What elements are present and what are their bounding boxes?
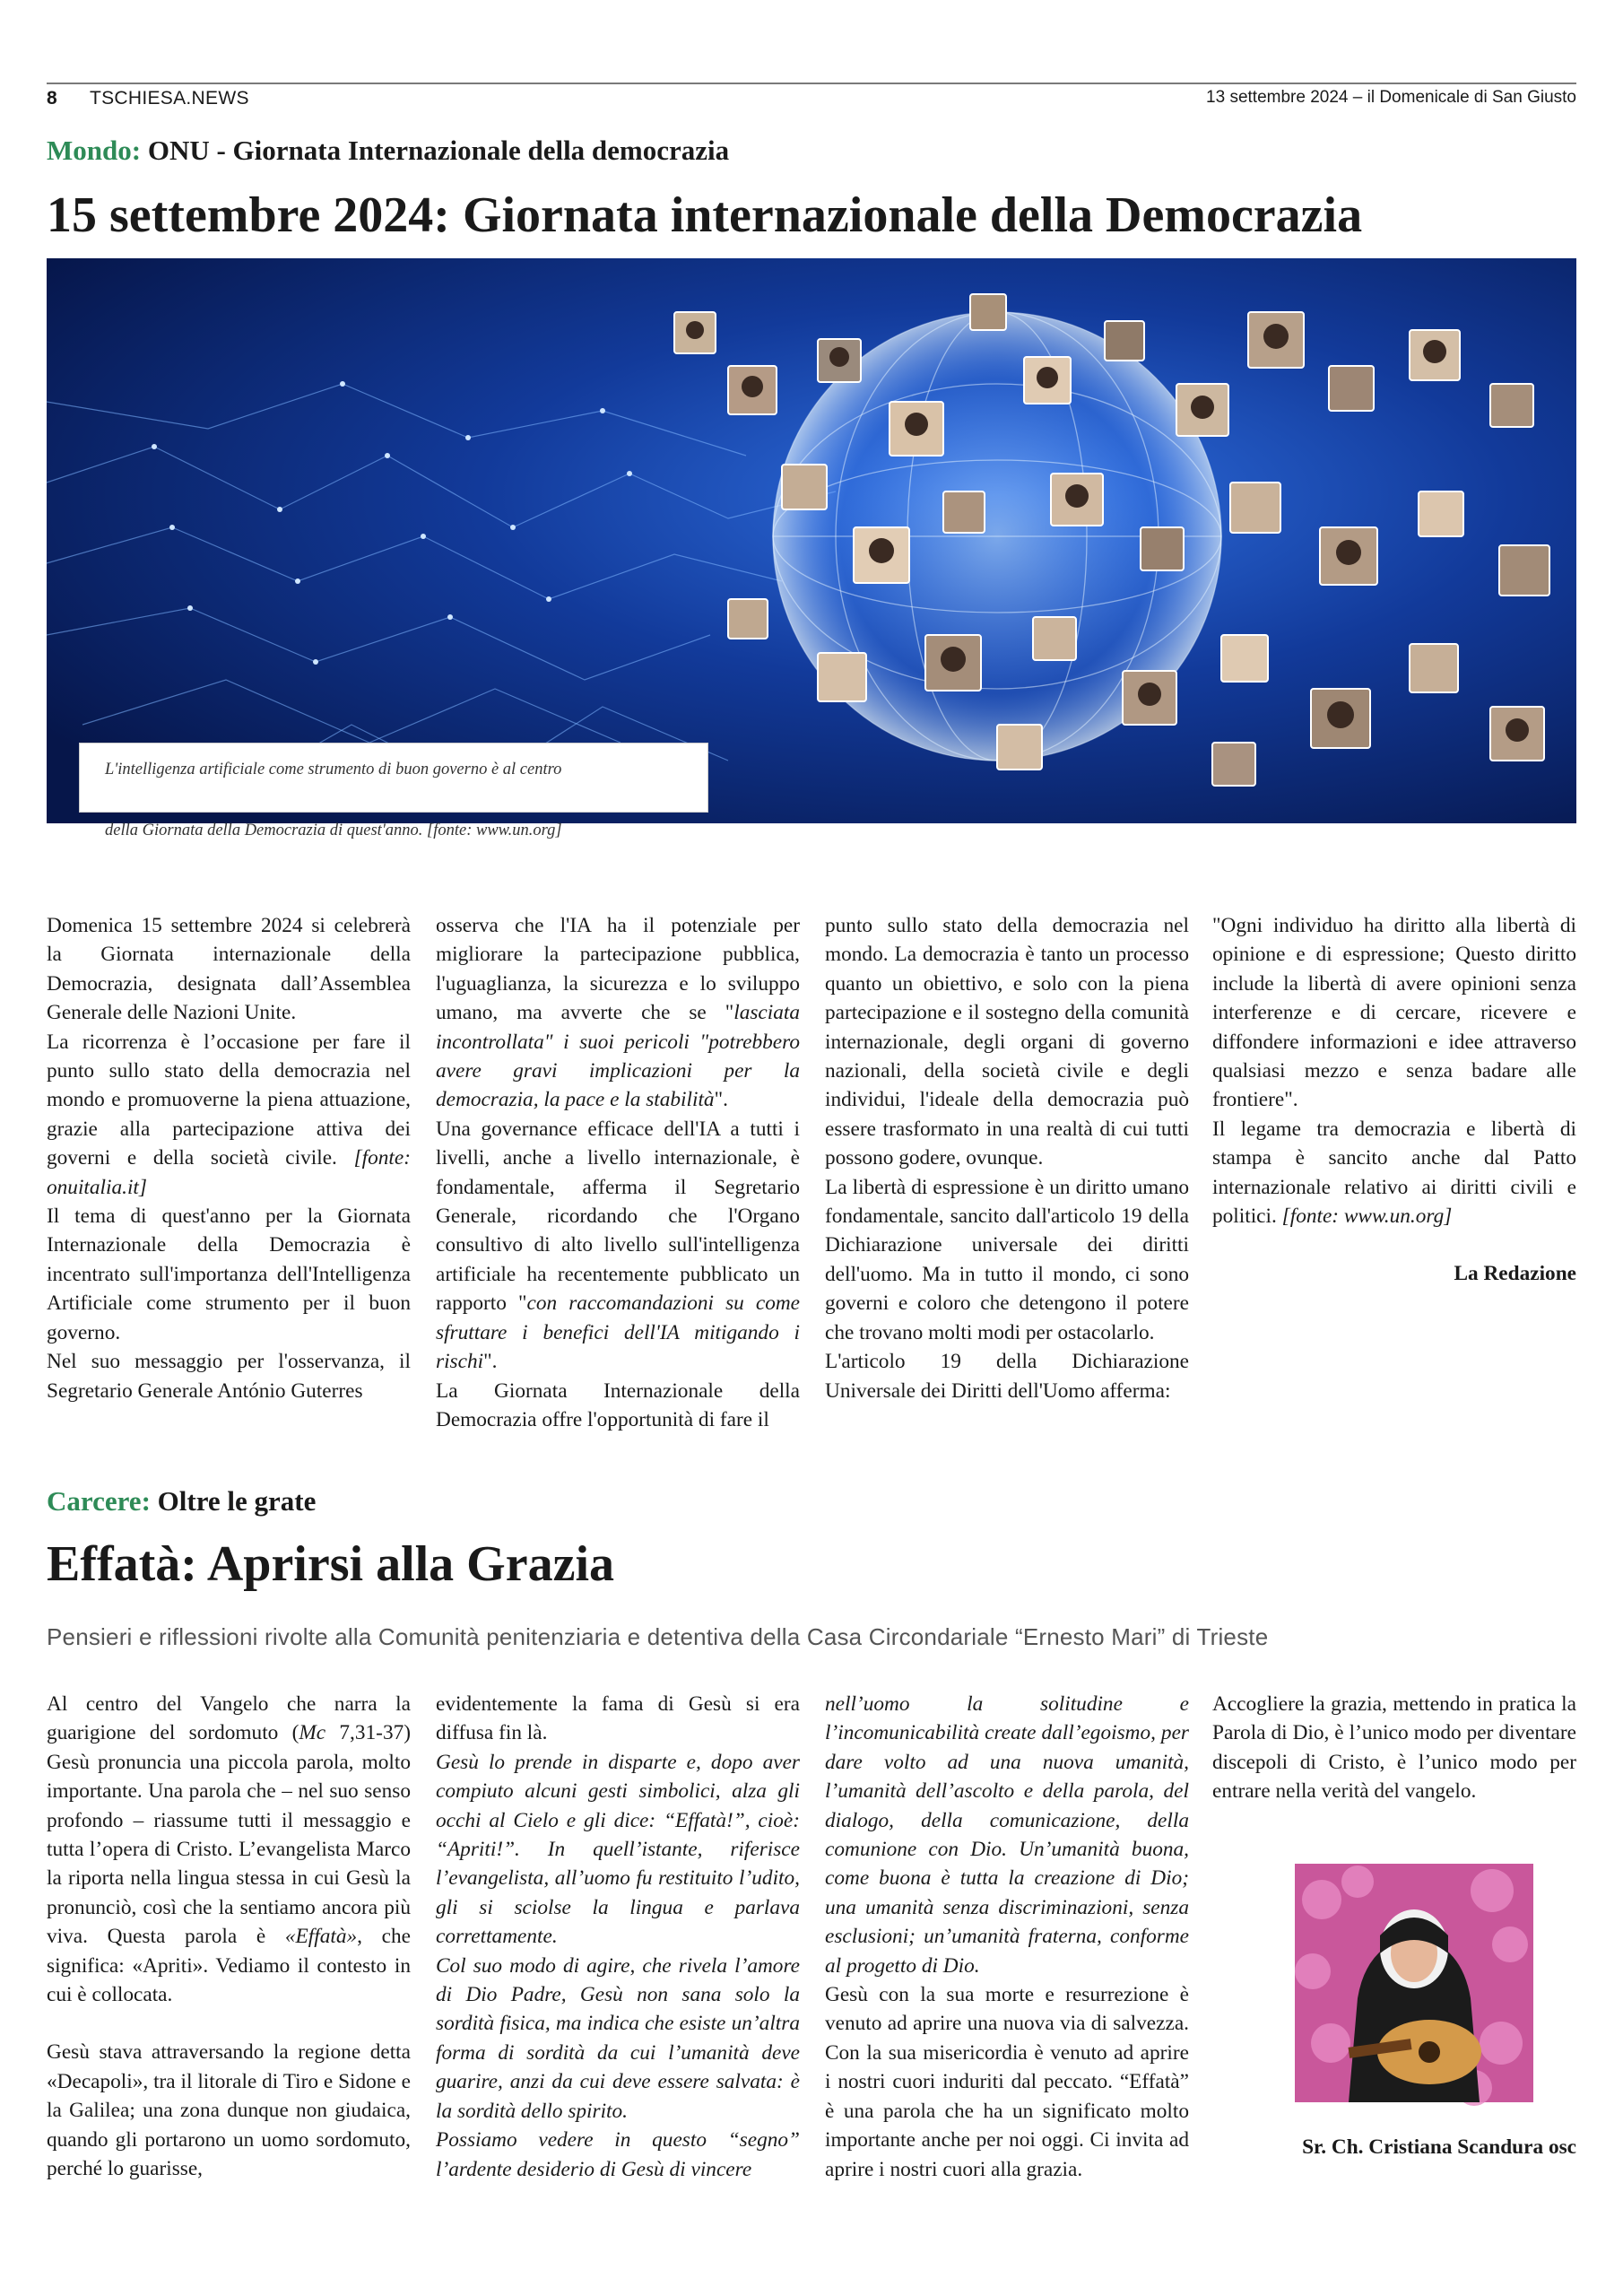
caption-line-1: L'intelligenza artificiale come strumento di buon governo è al centro — [105, 761, 562, 778]
paragraph: evidentemente la fama di Gesù si era diffusa fin là. — [436, 1692, 800, 1745]
paragraph: Nel suo messaggio per l'osservanza, il Segretario Generale António Guterres — [47, 1350, 411, 1403]
nun-with-guitar-photo — [1295, 1864, 1533, 2102]
paragraph: Al centro del Vangelo che narra la guarigione del sordomuto (Mc 7,31-37) Gesù pronuncia una piccola parola, molto importante. Una parola che – nel suo senso profondo – riassume tutti il messaggio e tutta l’opera di Cristo. L’evangelista Marco la riporta nella lingua stessa in cui Gesù la pronunciò, così che la sentiamo ancora più viva. Questa parola è «Effatà», che significa: «Apriti». Vediamo il contesto in cui è collocata. — [47, 1692, 411, 2007]
section-label: Carcere: — [47, 1485, 151, 1517]
article2-column-2 — [436, 1690, 800, 2184]
paragraph: La libertà di espressione è un diritto umano fondamentale, sancito dall'articolo 19 della Dichiarazione universale dei diritti dell'uomo. Ma in tutto il mondo, ci sono governi e coloro che detengono il potere che trovano molti modi per ostacolarlo. — [825, 1175, 1189, 1344]
paragraph: "Ogni individuo ha diritto alla libertà di opinione e di espressione; Questo diritto include la libertà di avere opinioni senza interferenze e di cercare, ricevere e diffondere informazioni e idee attraverso qualsiasi mezzo e senza badare alle frontiere". — [1212, 914, 1576, 1112]
page-number: 8 — [47, 88, 57, 109]
hero-image — [47, 258, 1576, 839]
article2-signature-block — [1212, 2133, 1576, 2161]
article1-column-2 — [436, 911, 800, 1434]
article2-column-4 — [1212, 1690, 1576, 1806]
site-name[interactable]: TSCHIESA.NEWS — [90, 88, 249, 109]
spacer — [47, 2009, 411, 2038]
author-portrait — [1295, 1864, 1533, 2102]
article2-signature: Sr. Ch. Cristiana Scandura osc — [1302, 2135, 1576, 2159]
paragraph: La ricorrenza è l’occasione per fare il punto sullo stato della democrazia nel mondo e promuoverne la piena attuazione, grazie alla partecipazione attiva dei governi e della società civile. [fonte: onuitalia.it] — [47, 1030, 412, 1199]
article2-headline: Effatà: Aprirsi alla Grazia — [47, 1536, 615, 1592]
quote: lasciata incontrollata" i suoi pericoli "potrebbero avere gravi implicazioni per la democrazia, la pace e la stabilità — [436, 1001, 800, 1112]
paragraph: Col suo modo di agire, che rivela l’amore di Dio Padre, Gesù non sana solo la sordità fisica, ma indica che esiste un’altra forma di sordità da cui l’umanità deve guarire, anzi da cui deve essere salvata: è la sordità dello spirito. — [436, 1953, 800, 2123]
article2-column-3 — [825, 1690, 1189, 2184]
issue-date: 13 settembre 2024 – il Domenicale di San Giusto — [1206, 88, 1576, 107]
article2-subheadline: Pensieri e riflessioni rivolte alla Comunità penitenziaria e detentiva della Casa Circondariale “Ernesto Mari” di Trieste — [47, 1623, 1269, 1650]
article2-kicker — [47, 1485, 316, 1518]
article1-column-1 — [47, 911, 411, 1405]
hero-caption — [79, 743, 708, 839]
article1-signature: La Redazione — [1454, 1262, 1576, 1286]
paragraph: L'articolo 19 della Dichiarazione Universale dei Diritti dell'Uomo afferma: — [825, 1350, 1189, 1403]
paragraph: Gesù lo prende in disparte e, dopo aver compiuto alcuni gesti simbolici, alza gli occhi al Cielo e gli dice: “Effatà!”, cioè: “Apriti!”. In quell’istante, riferisce l’evangelista, all’uomo fu restituito l’udito, gli si sciolse la lingua e parlava correttamente. — [436, 1750, 800, 1949]
paragraph: osserva che l'IA ha il potenziale per migliorare la partecipazione pubblica, l'uguaglianza, la sicurezza e lo sviluppo umano, ma avverte che se "lasciata incontrollata" i suoi pericoli "potrebbero avere gravi implicazioni per la democrazia, la pace e la stabilità". — [436, 914, 800, 1112]
source-note: [fonte: onuitalia.it] — [47, 1146, 412, 1199]
paragraph: Il tema di quest'anno per la Giornata Internazionale della Democrazia è incentrato sull'importanza dell'Intelligenza Artificiale come strumento per il buon governo. — [47, 1205, 411, 1344]
paragraph: La Giornata Internazionale della Democrazia offre l'opportunità di fare il — [436, 1378, 800, 1431]
article1-column-4 — [1212, 911, 1576, 1289]
quote: con raccomandazioni su come sfruttare i benefici dell'IA mitigando i rischi — [436, 1292, 801, 1374]
network-globe-illustration — [47, 258, 1576, 823]
caption-line-2: della Giornata della Democrazia di quest'anno. [fonte: www.un.org] — [105, 822, 562, 839]
paragraph: nell’uomo la solitudine e l’incomunicabilità create dall’egoismo, per dare volto ad una nuova umanità, l’umanità dell’ascolto e della parola, del dialogo, della comunicazione, della comunione con Dio. Un’umanità buona, come buona è tutta la creazione di Dio; una umanità senza discriminazioni, senza esclusioni; un’umanità fraterna, conforme al progetto di Dio. — [825, 1692, 1189, 1978]
spacer — [1212, 1231, 1576, 1259]
section-label: Mondo: — [47, 135, 142, 166]
paragraph: Gesù stava attraversando la regione detta «Decapoli», tra il litorale di Tiro e Sidone e la Galilea; una zona dunque non giudaica, quando gli portarono un uomo sordomuto, perché lo guarisse, — [47, 2040, 411, 2181]
article1-kicker — [47, 135, 729, 167]
source-note: [fonte: www.un.org] — [1281, 1205, 1453, 1229]
paragraph: Il legame tra democrazia e libertà di stampa è sancito anche dal Patto internazionale relativo ai diritti civili e politici. [fonte: www.un.org] — [1212, 1117, 1576, 1229]
paragraph: Possiamo vedere in questo “segno” l’ardente desiderio di Gesù di vincere — [436, 2128, 800, 2181]
kicker-text: ONU - Giornata Internazionale della democrazia — [147, 135, 730, 166]
kicker-text: Oltre le grate — [157, 1485, 317, 1517]
paragraph: punto sullo stato della democrazia nel mondo. La democrazia è tanto un processo quanto un obiettivo, e solo con la piena partecipazione e il sostegno della comunità internazionale, degli organi di governo nazionali, della società civile e degli individui, l'ideale della democrazia può essere trasformato in una realtà di cui tutti possono godere, ovunque. — [825, 914, 1189, 1170]
article2-column-1 — [47, 1690, 411, 2184]
article1-column-3 — [825, 911, 1189, 1405]
paragraph: Una governance efficace dell'IA a tutti i livelli, anche a livello internazionale, è fondamentale, afferma il Segretario Generale, ricordando che l'Organo consultivo di alto livello sull'intelligenza artificiale ha recentemente pubblicato un rapporto "con raccomandazioni su come sfruttare i benefici dell'IA mitigando i rischi". — [436, 1117, 801, 1374]
article1-headline: 15 settembre 2024: Giornata internazionale della Democrazia — [47, 187, 1363, 243]
paragraph: Domenica 15 settembre 2024 si celebrerà la Giornata internazionale della Democrazia, designata dall’Assemblea Generale delle Nazioni Unite. — [47, 914, 411, 1025]
paragraph: Accogliere la grazia, mettendo in pratica la Parola di Dio, è l’unico modo per diventare discepoli di Cristo, è l’unico modo per entrare nella verità del vangelo. — [1212, 1692, 1576, 1804]
paragraph: Gesù con la sua morte e resurrezione è venuto ad aprire una nuova via di salvezza. Con la sua misericordia è venuto ad aprire i nostri cuori induriti dal peccato. “Effatà” è una parola che ha un significato molto importante anche per noi oggi. Ci invita ad aprire i nostri cuori alla grazia. — [825, 1983, 1189, 2181]
